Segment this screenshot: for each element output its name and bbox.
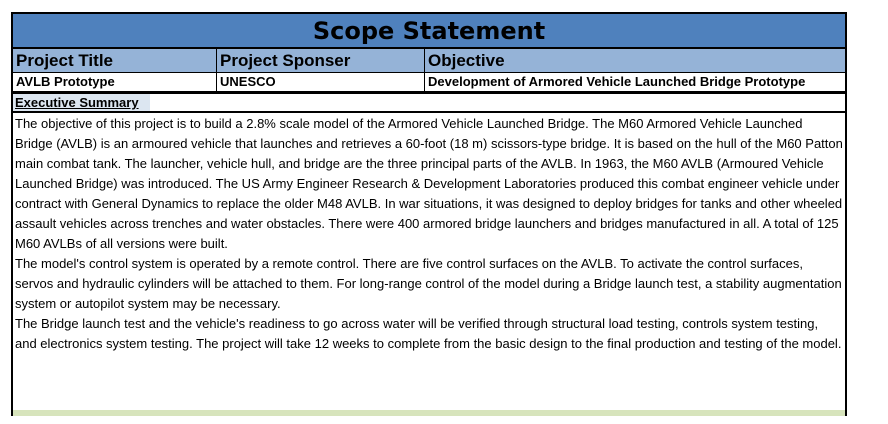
project-sponsor-column (217, 49, 425, 91)
sheet-title: Scope Statement (11, 12, 847, 49)
objective-header: Objective (425, 49, 845, 73)
scope-statement-sheet (11, 12, 847, 416)
summary-paragraph: The model's control system is operated by a remote control. There are five control surfaces on the AVLB. To activate the control surfaces, servos and hydraulic cylinders will be attached to them. For long-range control of the model during a Bridge launch test, a stability augmentation system or autopilot system may be necessary. (15, 256, 842, 311)
project-title-value[interactable]: AVLB Prototype (13, 73, 216, 91)
next-section-strip (13, 410, 845, 416)
project-info-grid (11, 49, 847, 91)
project-sponsor-value[interactable]: UNESCO (217, 73, 424, 91)
summary-paragraph: The objective of this project is to build a 2.8% scale model of the Armored Vehicle Launched Bridge. The M60 Armored Vehicle Launched Bridge (AVLB) is an armoured vehicle that launches and retrieves a 60-foot (18 m) scissors-type bridge. It is based on the hull of the M60 Patton main combat tank. The launcher, vehicle hull, and bridge are the three principal parts of the AVLB. In 1963, the M60 AVLB (Armoured Vehicle Launched Bridge) was introduced. The US Army Engineer Research & Development Laboratories produced this combat engineer vehicle under contract with General Dynamics to replace the older M48 AVLB. In war situations, it was designed to deploy bridges for tanks and other wheeled assault vehicles across trenches and water obstacles. There were 400 armored bridge launchers and bridges manufactured in all. A total of 125 M60 AVLBs of all versions were built. (15, 116, 843, 251)
project-title-column (11, 49, 217, 91)
executive-summary-text (13, 113, 845, 354)
project-sponsor-header: Project Sponser (217, 49, 424, 73)
executive-summary-body[interactable] (11, 113, 847, 416)
executive-summary-label[interactable]: Executive Summary (13, 94, 150, 111)
summary-paragraph: The Bridge launch test and the vehicle's readiness to go across water will be verified through structural load testing, controls system testing, and electronics system testing. The project will take 12 weeks to complete from the basic design to the final production and testing of the model. (15, 316, 842, 351)
project-title-header: Project Title (13, 49, 216, 73)
objective-value[interactable]: Development of Armored Vehicle Launched Bridge Prototype (425, 73, 845, 91)
executive-summary-row (11, 94, 847, 113)
objective-column (425, 49, 847, 91)
